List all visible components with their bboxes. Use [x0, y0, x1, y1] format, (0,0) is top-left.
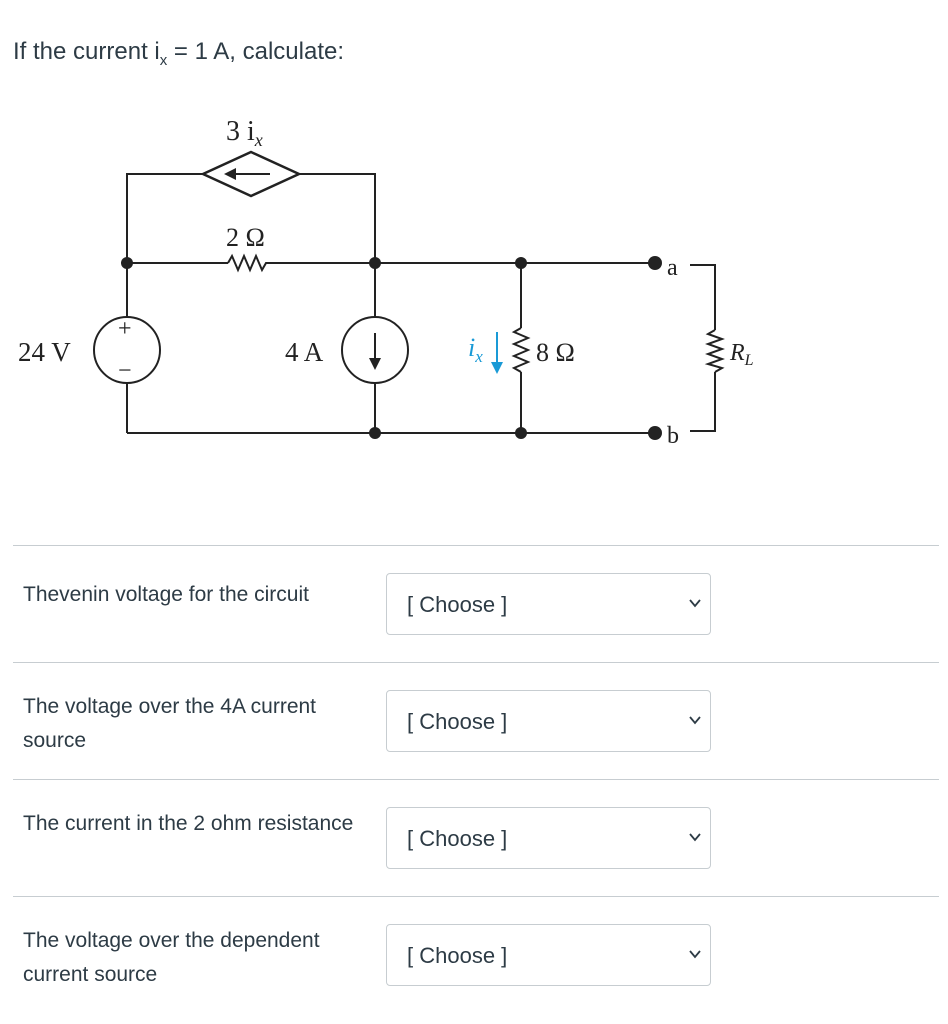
chevron-down-icon [688, 947, 702, 961]
chevron-down-icon [688, 596, 702, 610]
ix-arrow-icon [491, 332, 503, 374]
load-resistor-label: $R_L$ [730, 340, 754, 369]
answer-select-3[interactable] [386, 807, 711, 869]
divider [13, 896, 939, 897]
circuit-diagram [0, 100, 948, 460]
answer-select-1[interactable] [386, 573, 711, 635]
current-source-label: 4 A [285, 337, 324, 367]
voltage-source-plus: + [118, 316, 132, 342]
select-value: [ Choose ] [407, 943, 508, 968]
question-suffix: = 1 A, calculate: [167, 38, 345, 65]
question-title [13, 38, 344, 69]
divider [13, 662, 939, 663]
select-value: [ Choose ] [407, 592, 508, 617]
dependent-source-label: 3 $i_x$ [226, 116, 263, 150]
answer-select-4[interactable] [386, 924, 711, 986]
dependent-source-icon [203, 152, 299, 196]
resistor-2-icon [228, 256, 270, 270]
load-resistor-icon [708, 330, 722, 372]
resistor-2-label: 2 Ω [226, 223, 265, 252]
terminal-b-label: b [667, 423, 679, 449]
select-value: [ Choose ] [407, 826, 508, 851]
divider [13, 545, 939, 546]
terminal-a-label: a [667, 255, 678, 281]
resistor-8-label: 8 Ω [536, 338, 575, 367]
answer-select-2[interactable] [386, 690, 711, 752]
row-label: The voltage over the 4A current source [23, 695, 317, 752]
select-value: [ Choose ] [407, 709, 508, 734]
divider [13, 779, 939, 780]
question-subscript: x [159, 51, 168, 69]
row-label: The current in the 2 ohm resistance [23, 812, 354, 835]
chevron-down-icon [688, 830, 702, 844]
voltage-source-label: 24 V [18, 337, 71, 367]
row-label: Thevenin voltage for the circuit [23, 583, 309, 606]
voltage-source-minus: − [118, 358, 132, 384]
resistor-8-icon [514, 328, 528, 372]
row-label: The voltage over the dependent current source [23, 929, 320, 986]
question-prefix: If the current i [13, 38, 160, 65]
circuit-wires [127, 174, 715, 433]
ix-label: $i_x$ [468, 333, 483, 366]
chevron-down-icon [688, 713, 702, 727]
